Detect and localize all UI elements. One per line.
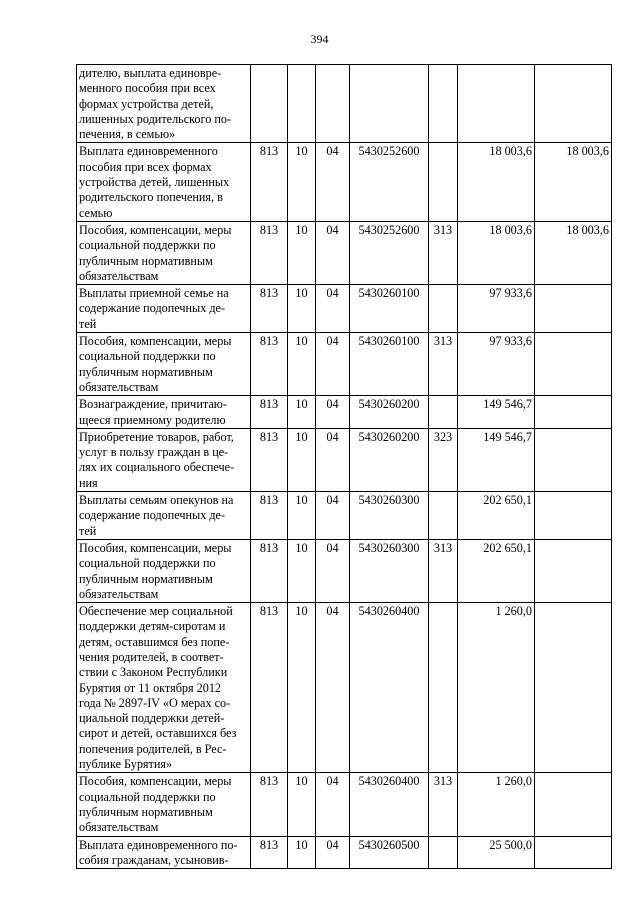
amount-subvention-cell: 18 003,6 — [535, 143, 612, 221]
target-article-cell: 5430260400 — [350, 773, 429, 836]
section-code-cell: 10 — [288, 836, 316, 869]
page-number: 394 — [310, 32, 329, 46]
table-row — [77, 428, 612, 491]
expense-type-cell — [429, 603, 458, 773]
table-row — [77, 492, 612, 540]
section-code-cell: 10 — [288, 773, 316, 836]
item-name-cell: Пособия, компенсации, меры социальной поддержки по публичным нормативным обязательствам — [77, 221, 251, 284]
section-code-cell — [288, 65, 316, 143]
section-code-cell: 10 — [288, 333, 316, 396]
item-name-cell: Приобретение товаров, работ, услуг в пользу граждан в це- лях их социального обеспече- ния — [77, 428, 251, 491]
expense-type-cell — [429, 492, 458, 540]
table-row — [77, 221, 612, 284]
item-name-cell: Выплаты приемной семье на содержание подопечных де- тей — [77, 285, 251, 333]
subsection-code-cell: 04 — [316, 143, 350, 221]
item-name-cell: Вознаграждение, причитаю- щееся приемному родителю — [77, 396, 251, 429]
admin-code-cell: 813 — [251, 836, 288, 869]
item-name-cell: Пособия, компенсации, меры социальной поддержки по публичным нормативным обязательствам — [77, 539, 251, 602]
section-code-cell: 10 — [288, 285, 316, 333]
amount-total-cell: 149 546,7 — [458, 396, 535, 429]
expense-type-cell: 313 — [429, 773, 458, 836]
admin-code-cell: 813 — [251, 428, 288, 491]
target-article-cell: 5430260200 — [350, 396, 429, 429]
target-article-cell: 5430252600 — [350, 221, 429, 284]
amount-subvention-cell — [535, 285, 612, 333]
table-row — [77, 603, 612, 773]
section-code-cell: 10 — [288, 603, 316, 773]
subsection-code-cell: 04 — [316, 773, 350, 836]
target-article-cell: 5430260100 — [350, 285, 429, 333]
expense-type-cell — [429, 143, 458, 221]
table-row — [77, 836, 612, 869]
item-name-cell: Пособия, компенсации, меры социальной поддержки по публичным нормативным обязательствам — [77, 773, 251, 836]
table-row — [77, 143, 612, 221]
target-article-cell: 5430260100 — [350, 333, 429, 396]
amount-total-cell: 18 003,6 — [458, 143, 535, 221]
subsection-code-cell — [316, 65, 350, 143]
target-article-cell: 5430260500 — [350, 836, 429, 869]
subsection-code-cell: 04 — [316, 333, 350, 396]
amount-subvention-cell — [535, 428, 612, 491]
amount-total-cell: 1 260,0 — [458, 603, 535, 773]
amount-subvention-cell — [535, 603, 612, 773]
item-name-cell: Выплата единовременного пособия при всех формах устройства детей, лишенных родительского попечения, в семью — [77, 143, 251, 221]
expense-type-cell — [429, 285, 458, 333]
subsection-code-cell: 04 — [316, 396, 350, 429]
admin-code-cell — [251, 65, 288, 143]
amount-total-cell: 202 650,1 — [458, 539, 535, 602]
table-row — [77, 285, 612, 333]
item-name-cell: Пособия, компенсации, меры социальной поддержки по публичным нормативным обязательствам — [77, 333, 251, 396]
section-code-cell: 10 — [288, 428, 316, 491]
admin-code-cell: 813 — [251, 539, 288, 602]
amount-total-cell: 25 500,0 — [458, 836, 535, 869]
expense-type-cell: 323 — [429, 428, 458, 491]
section-code-cell: 10 — [288, 221, 316, 284]
subsection-code-cell: 04 — [316, 603, 350, 773]
subsection-code-cell: 04 — [316, 539, 350, 602]
section-code-cell: 10 — [288, 492, 316, 540]
amount-subvention-cell — [535, 492, 612, 540]
amount-subvention-cell: 18 003,6 — [535, 221, 612, 284]
admin-code-cell: 813 — [251, 396, 288, 429]
subsection-code-cell: 04 — [316, 428, 350, 491]
amount-subvention-cell — [535, 65, 612, 143]
admin-code-cell: 813 — [251, 143, 288, 221]
amount-total-cell: 97 933,6 — [458, 285, 535, 333]
budget-table — [76, 64, 612, 869]
budget-table-body — [77, 65, 612, 869]
expense-type-cell: 313 — [429, 539, 458, 602]
section-code-cell: 10 — [288, 539, 316, 602]
amount-subvention-cell — [535, 773, 612, 836]
amount-total-cell: 97 933,6 — [458, 333, 535, 396]
expense-type-cell: 313 — [429, 221, 458, 284]
subsection-code-cell: 04 — [316, 492, 350, 540]
target-article-cell — [350, 65, 429, 143]
subsection-code-cell: 04 — [316, 221, 350, 284]
admin-code-cell: 813 — [251, 285, 288, 333]
expense-type-cell — [429, 836, 458, 869]
table-row — [77, 65, 612, 143]
subsection-code-cell: 04 — [316, 836, 350, 869]
expense-type-cell — [429, 396, 458, 429]
item-name-cell: Обеспечение мер социальной поддержки детям-сиротам и детям, оставшимся без попе- чения родителей, в соответ- ствии с Законом Республики Бурятия от 11 октября 2012 года № 2897-IV «О мерах со- циальной поддержки детей- сирот и детей, оставшихся без попечения родителей, в Рес- публике Бурятия» — [77, 603, 251, 773]
admin-code-cell: 813 — [251, 492, 288, 540]
admin-code-cell: 813 — [251, 773, 288, 836]
target-article-cell: 5430260300 — [350, 539, 429, 602]
item-name-cell: дителю, выплата единовре- менного пособия при всех формах устройства детей, лишенных родительского по- печения, в семью» — [77, 65, 251, 143]
section-code-cell: 10 — [288, 143, 316, 221]
amount-subvention-cell — [535, 539, 612, 602]
table-row — [77, 539, 612, 602]
subsection-code-cell: 04 — [316, 285, 350, 333]
table-row — [77, 396, 612, 429]
table-row — [77, 333, 612, 396]
amount-subvention-cell — [535, 836, 612, 869]
target-article-cell: 5430252600 — [350, 143, 429, 221]
admin-code-cell: 813 — [251, 221, 288, 284]
amount-subvention-cell — [535, 333, 612, 396]
amount-total-cell: 1 260,0 — [458, 773, 535, 836]
admin-code-cell: 813 — [251, 603, 288, 773]
amount-total-cell: 202 650,1 — [458, 492, 535, 540]
admin-code-cell: 813 — [251, 333, 288, 396]
item-name-cell: Выплата единовременного по- собия гражданам, усыновив- — [77, 836, 251, 869]
expense-type-cell — [429, 65, 458, 143]
target-article-cell: 5430260400 — [350, 603, 429, 773]
expense-type-cell: 313 — [429, 333, 458, 396]
amount-total-cell — [458, 65, 535, 143]
section-code-cell: 10 — [288, 396, 316, 429]
amount-total-cell: 149 546,7 — [458, 428, 535, 491]
amount-subvention-cell — [535, 396, 612, 429]
target-article-cell: 5430260300 — [350, 492, 429, 540]
amount-total-cell: 18 003,6 — [458, 221, 535, 284]
target-article-cell: 5430260200 — [350, 428, 429, 491]
item-name-cell: Выплаты семьям опекунов на содержание подопечных де- тей — [77, 492, 251, 540]
table-row — [77, 773, 612, 836]
